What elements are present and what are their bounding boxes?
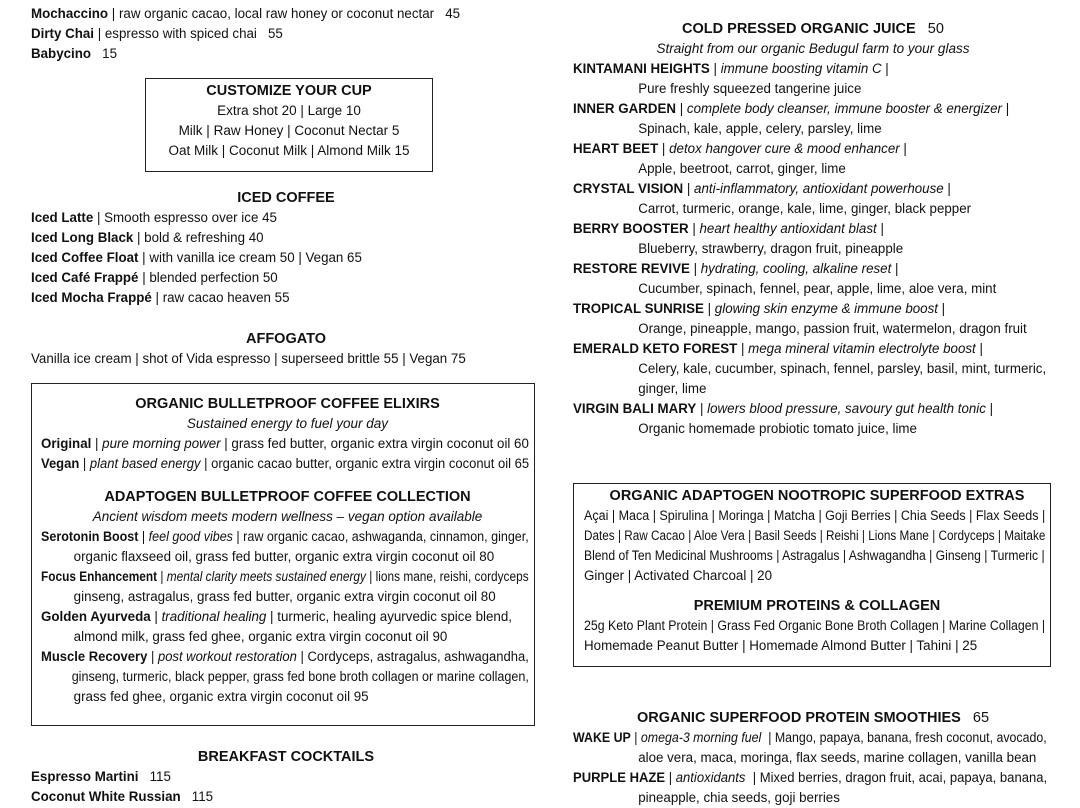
list-item-continued: Organic homemade probiotic tomato juice, lime (638, 421, 917, 436)
list-item-continued: almond milk, grass fed ghee, organic extra virgin coconut oil 90 (73, 629, 448, 644)
collection-title: ADAPTOGEN BULLETPROOF COFFEE COLLECTION (104, 489, 471, 505)
extras-line: Ginger | Activated Charcoal | 20 (584, 568, 773, 583)
list-item: Golden Ayurveda | traditional healing | turmeric, healing ayurvedic spice blend, (41, 609, 513, 624)
list-item: Serotonin Boost | feel good vibes | raw organic cacao, ashwaganda, cinnamon, ginger, (41, 529, 529, 544)
smoothies-title: ORGANIC SUPERFOOD PROTEIN SMOOTHIES 65 (636, 710, 990, 726)
list-item: WAKE UP | omega-3 morning fuel | Mango, papaya, banana, fresh coconut, avocado, (573, 730, 1047, 745)
list-item: VIRGIN BALI MARY | lowers blood pressure, savoury gut health tonic | (573, 401, 994, 416)
list-item: HEART BEET | detox hangover cure & mood enhancer | (573, 141, 907, 156)
list-item-continued: Celery, kale, cucumber, spinach, fennel, parsley, basil, mint, turmeric, (638, 361, 1047, 376)
customize-title: CUSTOMIZE YOUR CUP (206, 83, 372, 99)
list-item-continued: Orange, pineapple, mango, passion fruit, watermelon, dragon fruit (638, 321, 1027, 336)
list-item: Espresso Martini 115 (31, 769, 171, 784)
list-item-continued: aloe vera, maca, moringa, flax seeds, marine collagen, vanilla bean (638, 750, 1037, 765)
list-item: Iced Mocha Frappé | raw cacao heaven 55 (31, 290, 290, 305)
extras-title: ORGANIC ADAPTOGEN NOOTROPIC SUPERFOOD EXTRAS (609, 488, 1025, 504)
customize-line: Oat Milk | Coconut Milk | Almond Milk 15 (168, 143, 410, 158)
extras-line: Açai | Maca | Spirulina | Moringa | Matcha | Goji Berries | Chia Seeds | Flax Seeds | (584, 508, 1046, 523)
list-item: Iced Long Black | bold & refreshing 40 (31, 230, 264, 245)
extras-line: Blend of Ten Medicinal Mushrooms | Astragalus | Ashwagandha | Ginseng | Turmeric | (584, 548, 1045, 563)
customize-line: Milk | Raw Honey | Coconut Nectar 5 (178, 123, 400, 138)
list-item: Original | pure morning power | grass fed butter, organic extra virgin coconut oil 60 (41, 436, 529, 451)
list-item-continued: Blueberry, strawberry, dragon fruit, pineapple (638, 241, 904, 256)
juice-subtitle: Straight from our organic Bedugul farm to your glass (656, 41, 970, 56)
list-item: Iced Coffee Float | with vanilla ice cream 50 | Vegan 65 (31, 250, 362, 265)
list-item: Dirty Chai | espresso with spiced chai 55 (31, 26, 283, 41)
list-item-continued: Cucumber, spinach, fennel, pear, apple, lime, aloe vera, mint (638, 281, 997, 296)
list-item: RESTORE REVIVE | hydrating, cooling, alkaline reset | (573, 261, 899, 276)
list-item: Iced Latte | Smooth espresso over ice 45 (31, 210, 277, 225)
list-item: KINTAMANI HEIGHTS | immune boosting vitamin C | (573, 61, 889, 76)
extras-line: Dates | Raw Cacao | Aloe Vera | Basil Seeds | Reishi | Lions Mane | Cordyceps | Maitake (584, 528, 1046, 543)
list-item-continued: Carrot, turmeric, orange, kale, lime, ginger, black pepper (638, 201, 972, 216)
list-item: Focus Enhancement | mental clarity meets sustained energy | lions mane, reishi, cordyceps (41, 569, 529, 584)
list-item: TROPICAL SUNRISE | glowing skin enzyme & immune boost | (573, 301, 946, 316)
iced-coffee-title: ICED COFFEE (237, 190, 335, 206)
collection-subtitle: Ancient wisdom meets modern wellness – vegan option available (92, 509, 483, 524)
list-item-continued: pineapple, chia seeds, goji berries (638, 790, 840, 805)
list-item-continued: grass fed ghee, organic extra virgin coconut oil 95 (73, 689, 369, 704)
list-item: Coconut White Russian 115 (31, 789, 214, 804)
breakfast-title: BREAKFAST COCKTAILS (197, 749, 375, 765)
proteins-line: Homemade Peanut Butter | Homemade Almond Butter | Tahini | 25 (584, 638, 978, 653)
list-item: PURPLE HAZE | antioxidants | Mixed berries, dragon fruit, acai, papaya, banana, (573, 770, 1048, 785)
proteins-title: PREMIUM PROTEINS & COLLAGEN (693, 598, 941, 614)
proteins-line: 25g Keto Plant Protein | Grass Fed Organic Bone Broth Collagen | Marine Collagen | (584, 618, 1046, 633)
list-item-continued: ginseng, turmeric, black pepper, grass fed bone broth collagen or marine collagen, (71, 669, 529, 684)
list-item: Babycino 15 (31, 46, 118, 61)
affogato-title: AFFOGATO (245, 331, 326, 347)
list-item-continued: organic flaxseed oil, grass fed butter, organic extra virgin coconut oil 80 (73, 549, 495, 564)
list-item-continued: Apple, beetroot, carrot, ginger, lime (638, 161, 846, 176)
list-item-continued: Pure freshly squeezed tangerine juice (638, 81, 862, 96)
extras-box (573, 483, 1051, 667)
list-item-continued: ginseng, astragalus, grass fed butter, organic extra virgin coconut oil 80 (73, 589, 496, 604)
list-item: Iced Café Frappé | blended perfection 50 (31, 270, 278, 285)
affogato-line: Vanilla ice cream | shot of Vida espresso | superseed brittle 55 | Vegan 75 (31, 351, 466, 366)
bulletproof-title: ORGANIC BULLETPROOF COFFEE ELIXIRS (135, 396, 440, 412)
list-item: INNER GARDEN | complete body cleanser, immune booster & energizer | (573, 101, 1010, 116)
bulletproof-subtitle: Sustained energy to fuel your day (186, 416, 389, 431)
list-item: CRYSTAL VISION | anti-inflammatory, antioxidant powerhouse | (573, 181, 951, 196)
list-item: Muscle Recovery | post workout restoration | Cordyceps, astragalus, ashwagandha, (41, 649, 529, 664)
list-item: EMERALD KETO FOREST | mega mineral vitamin electrolyte boost | (573, 341, 983, 356)
bulletproof-box (31, 383, 535, 726)
list-item: Mochaccino | raw organic cacao, local raw honey or coconut nectar 45 (31, 6, 461, 21)
list-item-continued: Spinach, kale, apple, celery, parsley, lime (638, 121, 882, 136)
customize-box (145, 78, 433, 172)
list-item: Vegan | plant based energy | organic cacao butter, organic extra virgin coconut oil 65 (41, 456, 530, 471)
juice-title: COLD PRESSED ORGANIC JUICE 50 (682, 21, 944, 37)
list-item-continued: ginger, lime (638, 381, 707, 396)
customize-line: Extra shot 20 | Large 10 (217, 103, 361, 118)
list-item: BERRY BOOSTER | heart healthy antioxidant blast | (573, 221, 884, 236)
